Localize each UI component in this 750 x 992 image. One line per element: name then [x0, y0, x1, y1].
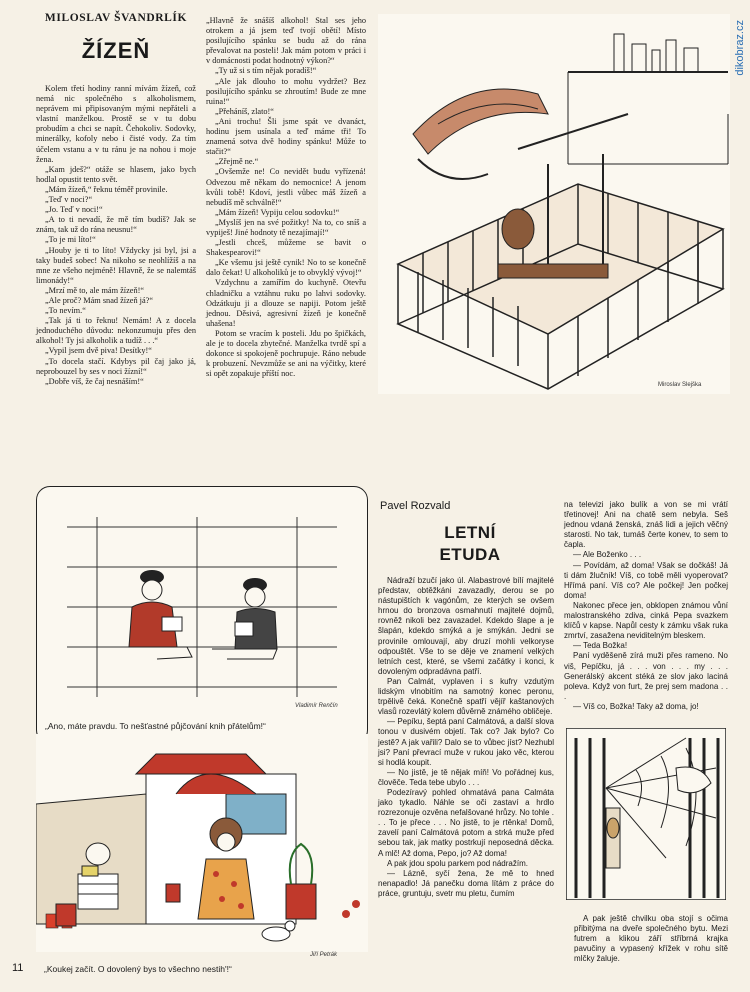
story1-column-1	[36, 84, 196, 387]
cartoon2-credit: Jiří Petrák	[310, 952, 338, 958]
paragraph: „To je mi líto!“	[45, 235, 96, 245]
paragraph: A pak jdou spolu parkem pod nádražím.	[387, 858, 528, 868]
paragraph: „Tak já ti to řeknu! Nemám! A z docela jednoduchého důvodu: nekonzumuju přes den alkohol! Ty jsi alkoholik a tudíž . . .“	[36, 316, 196, 346]
paragraph: „Dobře víš, že čaj nesnáším!“	[45, 376, 144, 386]
paragraph: „Zřejmě ne.“	[215, 157, 259, 167]
paragraph: „Jestli chceš, můžeme se bavit o Shakespearovi!“	[206, 238, 366, 258]
story2-title	[420, 522, 520, 566]
crib-cage-illustration	[378, 14, 730, 394]
paragraph: — Pepíku, šeptá paní Calmátová, a další slova tonou v dusivém objetí. Tak co? Jak bylo? Co jestě? A jak vařili? Dalo se to vůbec jíst? Nezhubl jsi? Paní převrací muže v rukou jako věc, kterou si hodlá koupit.	[378, 717, 554, 767]
paragraph: „Ty už si s tím nějak poradíš!“	[215, 66, 317, 76]
paragraph: Kolem třetí hodiny ranní mívám žízeň, což nemá nic společného s alkoholismem, neprávem mi připisovaným mými nepřáteli a vlastní manželkou. Prostě se v tu dobu probudím a chci se napít. Čehokoliv. Sodovky, minerálky, kofoly nebo i čisté vody. Za tím účelem vstanu a v tu ránu je na nohou i moje žena.	[36, 84, 196, 164]
paragraph: — Povídám, až doma! Však se dočkáš! Já ti dám žlučník! Víš, co tobě měli vyoperovat? Hřímá paní. Víš co? Ale počkej! Jen počkej doma!	[564, 560, 728, 600]
paragraph: Paní vyděšeně zírá muži přes rameno. No vіš, Pepíčku, já . . . von . . . my . . . Generálský akcent stéká ze slov jako laciná poleva. Když von furt, že prej sem madona . . .	[564, 651, 728, 701]
page-number: 11	[12, 962, 24, 974]
paragraph: Vzdychnu a zamířím do kuchyně. Otevřu chladničku a vztáhnu ruku po lahvi sodovky. Odzátkuju ji a dlouze se napiji. Potom ještě jednou. Děsivá, agresivní žízeň je konečně uhašena!	[206, 278, 366, 328]
paragraph: „Vypil jsem dvě piva! Desítky!“	[45, 346, 152, 356]
paragraph: „Hlavně že snášíš alkohol! Stal ses jeho otrokem a já jsem teď tvojí obětí! Místo posilujícího spánku se budu až do rána převalovat na posteli! Jak mám potom v práci i v domácnosti podat hodnotný výkon?“	[206, 16, 366, 66]
paragraph: „Mrzí mě to, ale mám žízeň!“	[45, 285, 145, 295]
paragraph: „Houby je ti to líto! Vždycky jsi byl, jsi a taky budeš sobec! Na nikoho se neohlížíš a na mne ze všeho nejméně! Hlavně, že se nalemtáš limonády!“	[36, 245, 196, 285]
site-watermark: dikobraz.cz	[734, 20, 746, 76]
paragraph: „Ovšemže ne! Co nevidět budu vyřízená! Odvezou mě někam do nemocnice! A jenom kvůli tobě! Kdoví, jestli vůbec máš žízeň a nebudíš mě schválně!“	[206, 167, 366, 207]
paragraph: „Ke všemu jsi ještě cynik! No to se konečně dalo čekat! U alkoholiků je to obvyklý vývoj!“	[206, 258, 366, 278]
cobweb-door-illustration	[566, 728, 726, 900]
paragraph: „Myslíš jen na své požitky! Na to, co sníš a vypiješ! Jiné hodnoty tě nezajímají!“	[206, 217, 366, 237]
painting-house-cartoon	[36, 734, 368, 952]
paragraph: „Ale jak dlouho to mohu vydržet? Bez posilujícího spánku se zhroutím! Bude ze mne ruina!“	[206, 76, 366, 106]
paragraph: — No jistě, je tě nějak míň! Vo pořádnej kus, člověče. Teda tebe ubylo . . .	[378, 767, 554, 787]
paragraph: Nakonec přece jen, obklopen známou vůní malostranského zdiva, cinká Pepa svazkem klíčů v kapse. Napůl cesty k zámku však ruka zmrtví, zasažena neviditelným bleskem.	[564, 600, 728, 641]
cartoon1-credit: Vladimír Renčín	[295, 703, 338, 709]
story2-author: Pavel Rozvald	[380, 500, 451, 512]
bookshelf-cartoon	[37, 487, 367, 713]
story1-column-2	[206, 16, 366, 379]
paragraph: „Teď v noci?“	[45, 195, 93, 205]
cartoon1-frame	[36, 486, 368, 744]
illustration1-credit: Miroslav Slejška	[658, 382, 702, 388]
paragraph: Nádraží bzučí jako úl. Alabastrové bílí majitelé představ, obtěžkáni zavazadly, derou se po nástupištích k vagónům, ze kterých se ovšem hrnou do bronzova osmahnutí majitelé dojmů, rovněž nikoli bez zavazadel. Kdekdo šlape a je šlapán, kdekdo smýká a je smýkán. Jedni se provinile omlouvají, aby druzí mohli velkoryse odpouštět. Vše to se děje ve znamení velkých letních cest, které, se všemi začátky i konci, k dovoleným odpradávna patří.	[378, 576, 554, 676]
story1-title: ŽÍZEŇ	[81, 38, 151, 63]
paragraph: „A to ti nevadí, že mě tím budíš? Jak se znám, tak už do rána neusnu!“	[36, 215, 196, 235]
paragraph: „Jo. Teď v noci!“	[45, 205, 103, 215]
paragraph: „Ale proč? Mám snad žízeň já?“	[45, 295, 154, 305]
story2-column-2-end	[574, 914, 728, 964]
story2-column-2	[564, 500, 728, 712]
story2-title-line2: ETUDA	[439, 545, 501, 564]
paragraph: „Přeháníš, zlato!“	[215, 106, 274, 116]
paragraph: „Mám žízeň,“ řeknu téměř provinile.	[45, 184, 168, 194]
cartoon2-caption: „Koukej začít. O dovolený bys to všechno nestih'!“	[44, 964, 232, 974]
paragraph: „Kam jdeš?“ otáže se hlasem, jako bych hodlal opustit tento svět.	[36, 164, 196, 184]
paragraph: „Ani trochu! Šli jsme spát ve dvanáct, hodinu jsem usínala a teď máme tři! To znamená sotva dvě hodiny spánku! Může to stačit?“	[206, 116, 366, 157]
story2-column-1	[378, 576, 554, 899]
paragraph: Podezíravý pohled ohmatává pana Calmáta jako tykadlo. Náhle se oči zastaví a hrdlo rozrezonuje ozvěna nefalšované hrůzy. No tohle . . . To je přece . . . No jistě, to je rtěnka! Domů, zavelí paní Calmátová potom a strká muže před sebou tak, jak matky postrkují neposedná děcka. A mlč! Až doma, Pepo, jo? Až doma!	[378, 787, 554, 858]
paragraph: — Lázně, syčí žena, že mě to hned nenapadlo! Já panečku doma lítám z práce do práce, gruntuju, svetr mu pletu, čumím	[378, 868, 554, 898]
paragraph: A pak ještě chvilku oba stojí s očima přibitýma na dveře společného bytu. Mezi futrem a klikou září stříbrná krajka pavučiny a vypasený křížek v rohu sítě mlčky žaluje.	[574, 914, 728, 964]
paragraph: — Víš co, Božka! Taky až doma, jo!	[573, 701, 699, 711]
paragraph: „To docela stačí. Kdybys pil čaj jako já, neprobouzel by ses v noci žízní!“	[36, 356, 196, 376]
paragraph: — Teda Božka!	[573, 641, 628, 651]
paragraph: — Ale Boženko . . .	[573, 550, 642, 560]
paragraph: „To nevím.“	[45, 306, 86, 316]
cartoon1-caption: „Ano, máte pravdu. To nešťastné půjčování knih přátelům!“	[45, 721, 266, 731]
paragraph: Potom se vracím k posteli. Jdu po špičkách, ale je to docela zbytečné. Manželka tvrdě spí a dokonce si spokojeně pochrupuje. Ráno nebude k probuzení. Nevzmůže se ani na výčitky, které si opět zopakuje příští noc.	[206, 328, 366, 379]
story1-author: MILOSLAV ŠVANDRLÍK	[44, 12, 188, 24]
paragraph: na televizi jako bulík a von se mi vrátí třetinovej! Ani na chatě sem nebyla. Seš jednou vdaná ženská, znáš lidi a jejich věčný starosti. No tak, tumáš čerte konev, to sem to čapla.	[564, 500, 728, 550]
story2-title-line1: LETNÍ	[444, 523, 496, 542]
paragraph: Pan Calmát, vyplaven i s kufry vzdutým lidským vlnobitím na samotný konec peronu, trpělivě čeká. Konečně spatří vějíř kaštanových vlasů rozevlátý kolem důvěrně známého obličeje.	[378, 676, 554, 717]
paragraph: „Mám žízeň! Vypiju celou sodovku!“	[215, 207, 340, 217]
